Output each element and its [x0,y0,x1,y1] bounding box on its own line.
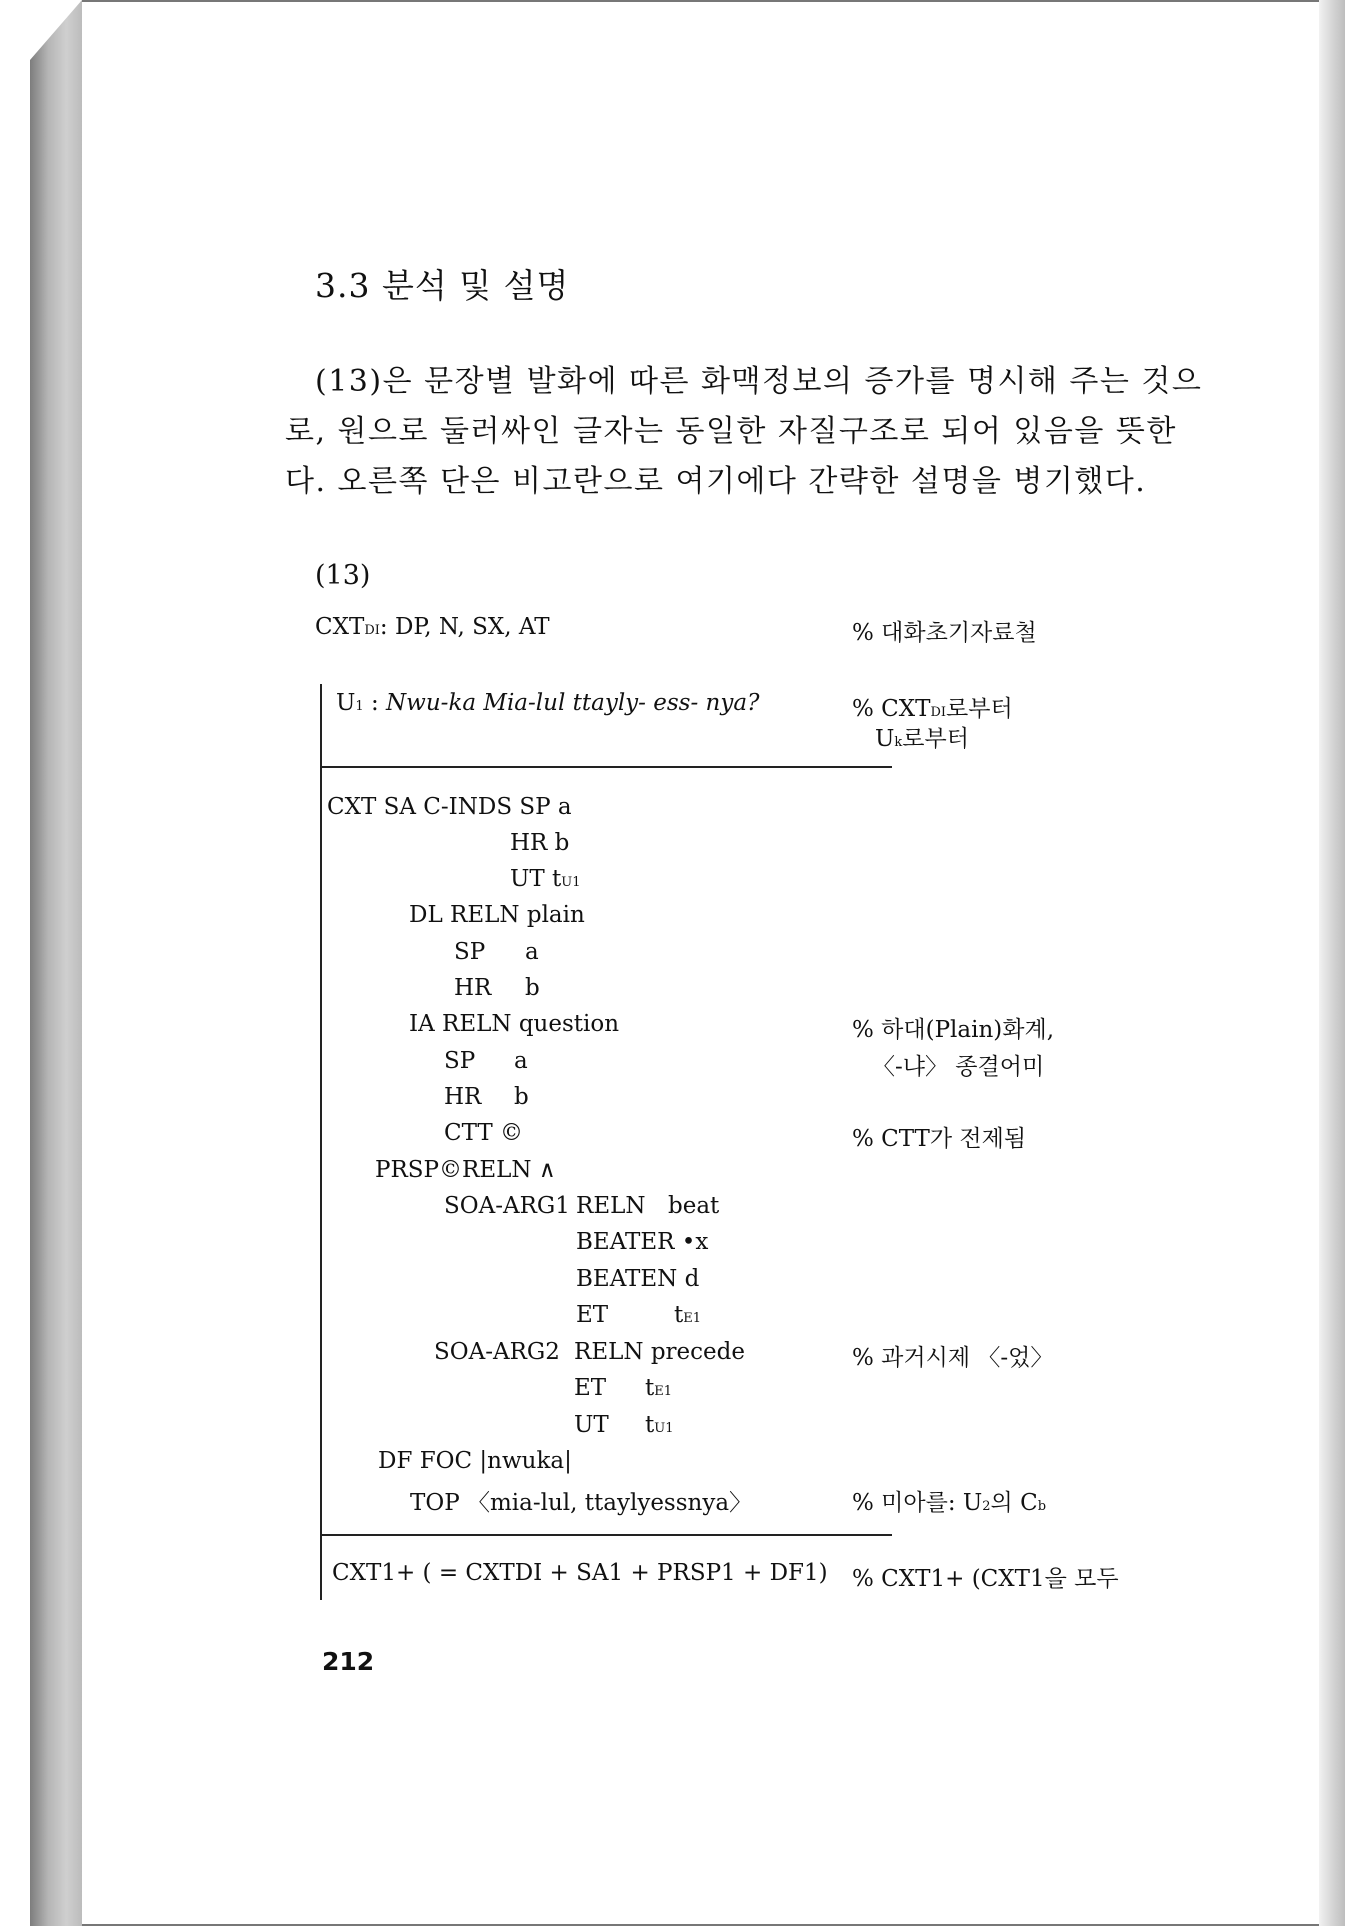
paragraph-line-2: 로, 원으로 둘러싸인 글자는 동일한 자질구조로 되어 있음을 뜻한 [285,414,1177,449]
note-mia-mid: 의 C [990,1490,1038,1516]
u1-colon: : [363,690,387,716]
book-spine [30,0,82,1926]
avm-row-18-attr: UT [574,1412,609,1438]
note-plain-level: % 하대(Plain)화계, [852,1017,1055,1043]
u1-text: Nwu-ka Mia-lul ttayly- ess- nya? [386,690,760,716]
bottom-formula: CXT1+ ( = CXTDI + SA1 + PRSP1 + DF1) [332,1560,828,1586]
avm-row-15-attr: ET [576,1302,609,1328]
avm-row-12-val: beat [668,1193,720,1219]
avm-row-13: BEATER •x [576,1229,709,1255]
avm-row-12-attr: SOA-ARG1 [444,1193,570,1219]
note-from-cxt-pre: % CXT [852,696,931,722]
avm-row-11: PRSP©RELN ∧ [375,1157,556,1183]
avm-row-3 [510,866,581,892]
avm-row-14: BEATEN d [576,1266,700,1292]
u1-label-sub: 1 [355,699,364,714]
context-initial-line [315,614,550,640]
avm-row-19: DF FOC |nwuka| [378,1448,572,1474]
avm-row-8-attr: SP [444,1048,476,1074]
avm-row-15-val-sub: E1 [683,1311,702,1326]
example-vertical-rule [320,684,322,1600]
note-from-cxt-sub: DI [930,705,947,720]
avm-row-17-val-text: t [645,1375,655,1401]
note-initial-data: % 대화초기자료철 [852,620,1037,646]
avm-row-7: IA RELN question [409,1011,620,1037]
avm-row-5-val: a [525,939,539,965]
note-sentence-ending: 〈-냐〉 종결어미 [872,1054,1045,1080]
note-past-tense: % 과거시제 〈-었〉 [852,1345,1054,1371]
avm-row-6-val: b [525,975,540,1001]
avm-row-20: TOP 〈mia-lul, ttaylyessnya〉 [410,1490,753,1516]
example-divider-bottom [320,1534,892,1536]
example-number: (13) [315,560,371,591]
note-from-uk-post: 로부터 [902,726,969,752]
page-number: 212 [322,1647,375,1676]
avm-row-15-val-text: t [674,1302,684,1328]
avm-row-4: DL RELN plain [409,902,585,928]
note-ctt-presupposed: % CTT가 전제됨 [852,1126,1027,1152]
utterance-1-line [336,690,759,716]
avm-row-6-attr: HR [454,975,492,1001]
book-page [82,0,1319,1926]
section-heading: 3.3 분석 및 설명 [315,266,570,305]
note-mia-pre: % 미아를: U [852,1490,983,1516]
avm-row-18-val [645,1412,673,1438]
avm-row-17-val [645,1375,672,1401]
avm-row-18-val-text: t [645,1412,655,1438]
avm-row-17-attr: ET [574,1375,607,1401]
note-from-uk-pre: U [875,726,895,752]
u1-label: U [336,690,356,716]
page-right-edge [1319,0,1345,1926]
note-from-cxt [852,690,1013,723]
avm-row-16-attr: SOA-ARG2 [434,1339,560,1365]
avm-row-9-val: b [514,1084,529,1110]
avm-row-3-sub: U1 [561,875,581,890]
avm-row-8-val: a [514,1048,528,1074]
avm-row-17-val-sub: E1 [654,1384,673,1399]
example-divider-top [320,766,892,768]
cxt-base: CXT [315,614,365,640]
note-mia-object [852,1484,1046,1517]
avm-row-15-val [674,1302,701,1328]
avm-row-5-attr: SP [454,939,486,965]
avm-row-3-text: UT t [510,866,562,892]
avm-row-16-reln: RELN precede [574,1339,745,1365]
paragraph-line-1: (13)은 문장별 발화에 따른 화맥정보의 증가를 명시해 주는 것으 [315,364,1203,399]
cxt-rest: : DP, N, SX, AT [379,614,550,640]
note-mia-sub2: b [1037,1499,1047,1514]
avm-row-10: CTT © [444,1120,524,1146]
avm-row-2: HR b [510,830,570,856]
note-mia-sub: 2 [982,1499,991,1514]
note-from-uk-sub: k [894,735,903,750]
note-from-uk [875,720,969,753]
avm-row-1: CXT SA C-INDS SP a [327,794,572,820]
paragraph-line-3: 다. 오른쪽 단은 비고란으로 여기에다 간략한 설명을 병기했다. [285,464,1147,499]
note-from-cxt-post: 로부터 [946,696,1013,722]
avm-row-12-reln: RELN [576,1193,646,1219]
avm-row-18-val-sub: U1 [654,1421,674,1436]
bottom-note: % CXT1+ (CXT1을 모두 [852,1566,1119,1592]
cxt-sub: DI [364,623,380,638]
avm-row-9-attr: HR [444,1084,482,1110]
